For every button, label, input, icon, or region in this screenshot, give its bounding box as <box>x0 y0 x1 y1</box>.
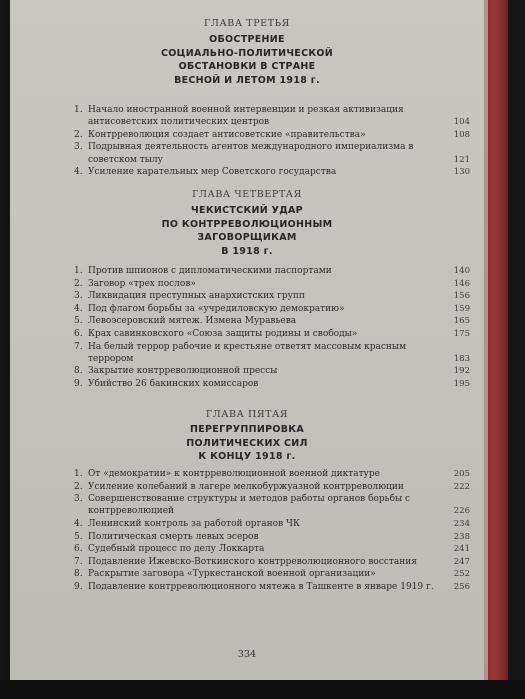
toc-page-number: 256 <box>453 581 470 592</box>
toc-item <box>74 303 470 315</box>
toc-number: 9. <box>74 581 83 592</box>
toc-title: Ленинский контроль за работой органов ЧК <box>88 518 300 529</box>
toc-title: Против шпионов с дипломатическими паспортами <box>88 266 332 276</box>
toc-item <box>74 341 470 365</box>
toc-item <box>74 481 470 493</box>
toc-item <box>74 581 470 593</box>
toc-page-number: 130 <box>453 167 470 178</box>
toc-number: 3. <box>74 142 83 153</box>
toc-title: Подавление контрреволюционного мятежа в Ташкенте в январе 1919 г. <box>88 581 434 592</box>
toc-page-number: 159 <box>453 303 470 314</box>
chapter-title-line: ПО КОНТРРЕВОЛЮЦИОННЫМ <box>161 218 333 230</box>
page-edges <box>484 0 488 680</box>
chapter-label: ГЛАВА ТРЕТЬЯ <box>204 18 290 29</box>
background-shadow <box>0 680 525 699</box>
toc-title: Закрытие контрреволюционной прессы <box>88 366 278 377</box>
toc-item <box>74 278 470 290</box>
chapter-title-line: СОЦИАЛЬНО-ПОЛИТИЧЕСКОЙ <box>160 47 334 59</box>
toc-page-number: 104 <box>453 117 470 128</box>
toc-item <box>74 104 470 128</box>
toc-title: Судебный процесс по делу Локкарта <box>88 544 265 555</box>
toc-title: Раскрытие заговора «Туркестанской военной организации» <box>88 569 376 580</box>
chapter-title-line: ОБОСТРЕНИЕ <box>209 34 285 45</box>
toc-page-number: 238 <box>453 531 470 542</box>
toc-page-number: 195 <box>453 378 470 389</box>
toc-item <box>74 378 470 390</box>
chapter-label: ГЛАВА ПЯТАЯ <box>205 409 289 420</box>
toc-number: 4. <box>74 303 83 314</box>
toc-number: 2. <box>74 129 83 140</box>
toc-item <box>74 543 470 555</box>
book-page <box>10 0 484 680</box>
chapter-title-line: В 1918 г. <box>221 245 273 257</box>
toc-number: 3. <box>74 494 83 505</box>
toc-title: От «демократии» к контрреволюционной военной диктатуре <box>88 469 380 479</box>
toc-page-number: 165 <box>453 316 470 327</box>
chapter-title-line: ЗАГОВОРЩИКАМ <box>197 232 297 244</box>
toc-number: 6. <box>74 544 83 555</box>
toc-title: Совершенствование структуры и методов работы органов борьбы с контрреволюцией <box>88 494 411 517</box>
toc-page-number: 252 <box>453 569 470 580</box>
toc-item <box>74 141 470 165</box>
toc-title: Крах савинковского «Союза защиты родины и свободы» <box>88 328 358 339</box>
toc-number: 2. <box>74 278 83 289</box>
toc-page-number: 140 <box>453 266 470 276</box>
toc-number: 2. <box>74 481 83 492</box>
toc-page-number: 234 <box>453 518 470 529</box>
toc-title: Усиление карательных мер Советского государства <box>88 167 337 178</box>
toc-item <box>74 315 470 327</box>
toc-title: Усиление колебаний в лагере мелкобуржуазной контрреволюции <box>88 481 404 492</box>
toc-item <box>74 556 470 568</box>
toc-title: Подавление Ижевско-Воткинского контрреволюционного восстания <box>88 556 417 567</box>
chapter-title <box>10 33 484 87</box>
toc-item <box>74 265 470 277</box>
toc-title: Левоэсеровский мятеж. Измена Муравьева <box>88 316 297 327</box>
chapter-title-line: ПОЛИТИЧЕСКИХ СИЛ <box>186 437 308 449</box>
toc-number: 1. <box>74 469 83 479</box>
toc-item <box>74 290 470 302</box>
toc-title: Под флагом борьбы за «учредиловскую демократию» <box>88 303 345 314</box>
toc-title: Ликвидация преступных анархистских групп <box>88 291 305 302</box>
toc-page-number: 226 <box>453 506 470 517</box>
toc-page-number: 183 <box>453 353 470 364</box>
toc-page-number: 121 <box>453 154 470 165</box>
toc-page-number: 156 <box>453 291 470 302</box>
chapter-title-line: ПЕРЕГРУППИРОВКА <box>190 424 304 435</box>
toc-title: Начало иностранной военной интервенции и резкая активизация антисоветских политических центров <box>88 105 404 128</box>
chapter-label: ГЛАВА ЧЕТВЕРТАЯ <box>192 189 302 200</box>
toc-list <box>74 265 470 391</box>
chapter-title <box>10 423 484 464</box>
toc-title: Заговор «трех послов» <box>88 278 196 289</box>
toc-page-number: 205 <box>453 469 470 479</box>
toc-page-number: 222 <box>453 481 470 492</box>
toc-page-number: 108 <box>453 129 470 140</box>
toc-title: Контрреволюция создает антисоветские «правительства» <box>88 129 366 140</box>
toc-number: 5. <box>74 316 83 327</box>
toc-page-number: 247 <box>453 556 470 567</box>
chapter-title-line: ЧЕКИСТСКИЙ УДАР <box>191 205 303 216</box>
toc-item <box>74 166 470 178</box>
toc-number: 1. <box>74 105 83 115</box>
toc-number: 9. <box>74 378 83 389</box>
toc-page-number: 146 <box>453 278 470 289</box>
toc-number: 7. <box>74 556 83 567</box>
chapter-title-line: К КОНЦУ 1918 г. <box>198 451 296 463</box>
toc-item <box>74 365 470 377</box>
toc-page-number: 192 <box>453 366 470 377</box>
chapter-title-line: ОБСТАНОВКИ В СТРАНЕ <box>178 61 316 73</box>
toc-number: 5. <box>74 531 83 542</box>
page-number: 334 <box>237 649 257 660</box>
toc-title: Подрывная деятельность агентов международного империализма в советском тылу <box>88 142 414 165</box>
toc-item <box>74 328 470 340</box>
toc-number: 4. <box>74 167 83 178</box>
toc-item <box>74 568 470 580</box>
toc-page-number: 241 <box>453 544 470 555</box>
toc-item <box>74 468 470 480</box>
toc-number: 8. <box>74 569 83 580</box>
toc-list <box>74 104 470 179</box>
toc-number: 4. <box>74 518 83 529</box>
toc-title: Убийство 26 бакинских комиссаров <box>88 378 259 389</box>
toc-title: На белый террор рабочие и крестьяне ответят массовым красным террором <box>88 341 407 364</box>
toc-number: 7. <box>74 341 83 352</box>
toc-item <box>74 531 470 543</box>
toc-number: 3. <box>74 291 83 302</box>
toc-number: 6. <box>74 328 83 339</box>
toc-item <box>74 493 470 517</box>
toc-title: Политическая смерть левых эсеров <box>88 531 259 542</box>
chapter-title-line: ВЕСНОЙ И ЛЕТОМ 1918 г. <box>174 74 320 86</box>
toc-number: 8. <box>74 366 83 377</box>
toc-item <box>74 129 470 141</box>
toc-list <box>74 468 470 594</box>
toc-item <box>74 518 470 530</box>
chapter-title <box>10 204 484 258</box>
toc-page-number: 175 <box>453 328 470 339</box>
toc-number: 1. <box>74 266 83 276</box>
